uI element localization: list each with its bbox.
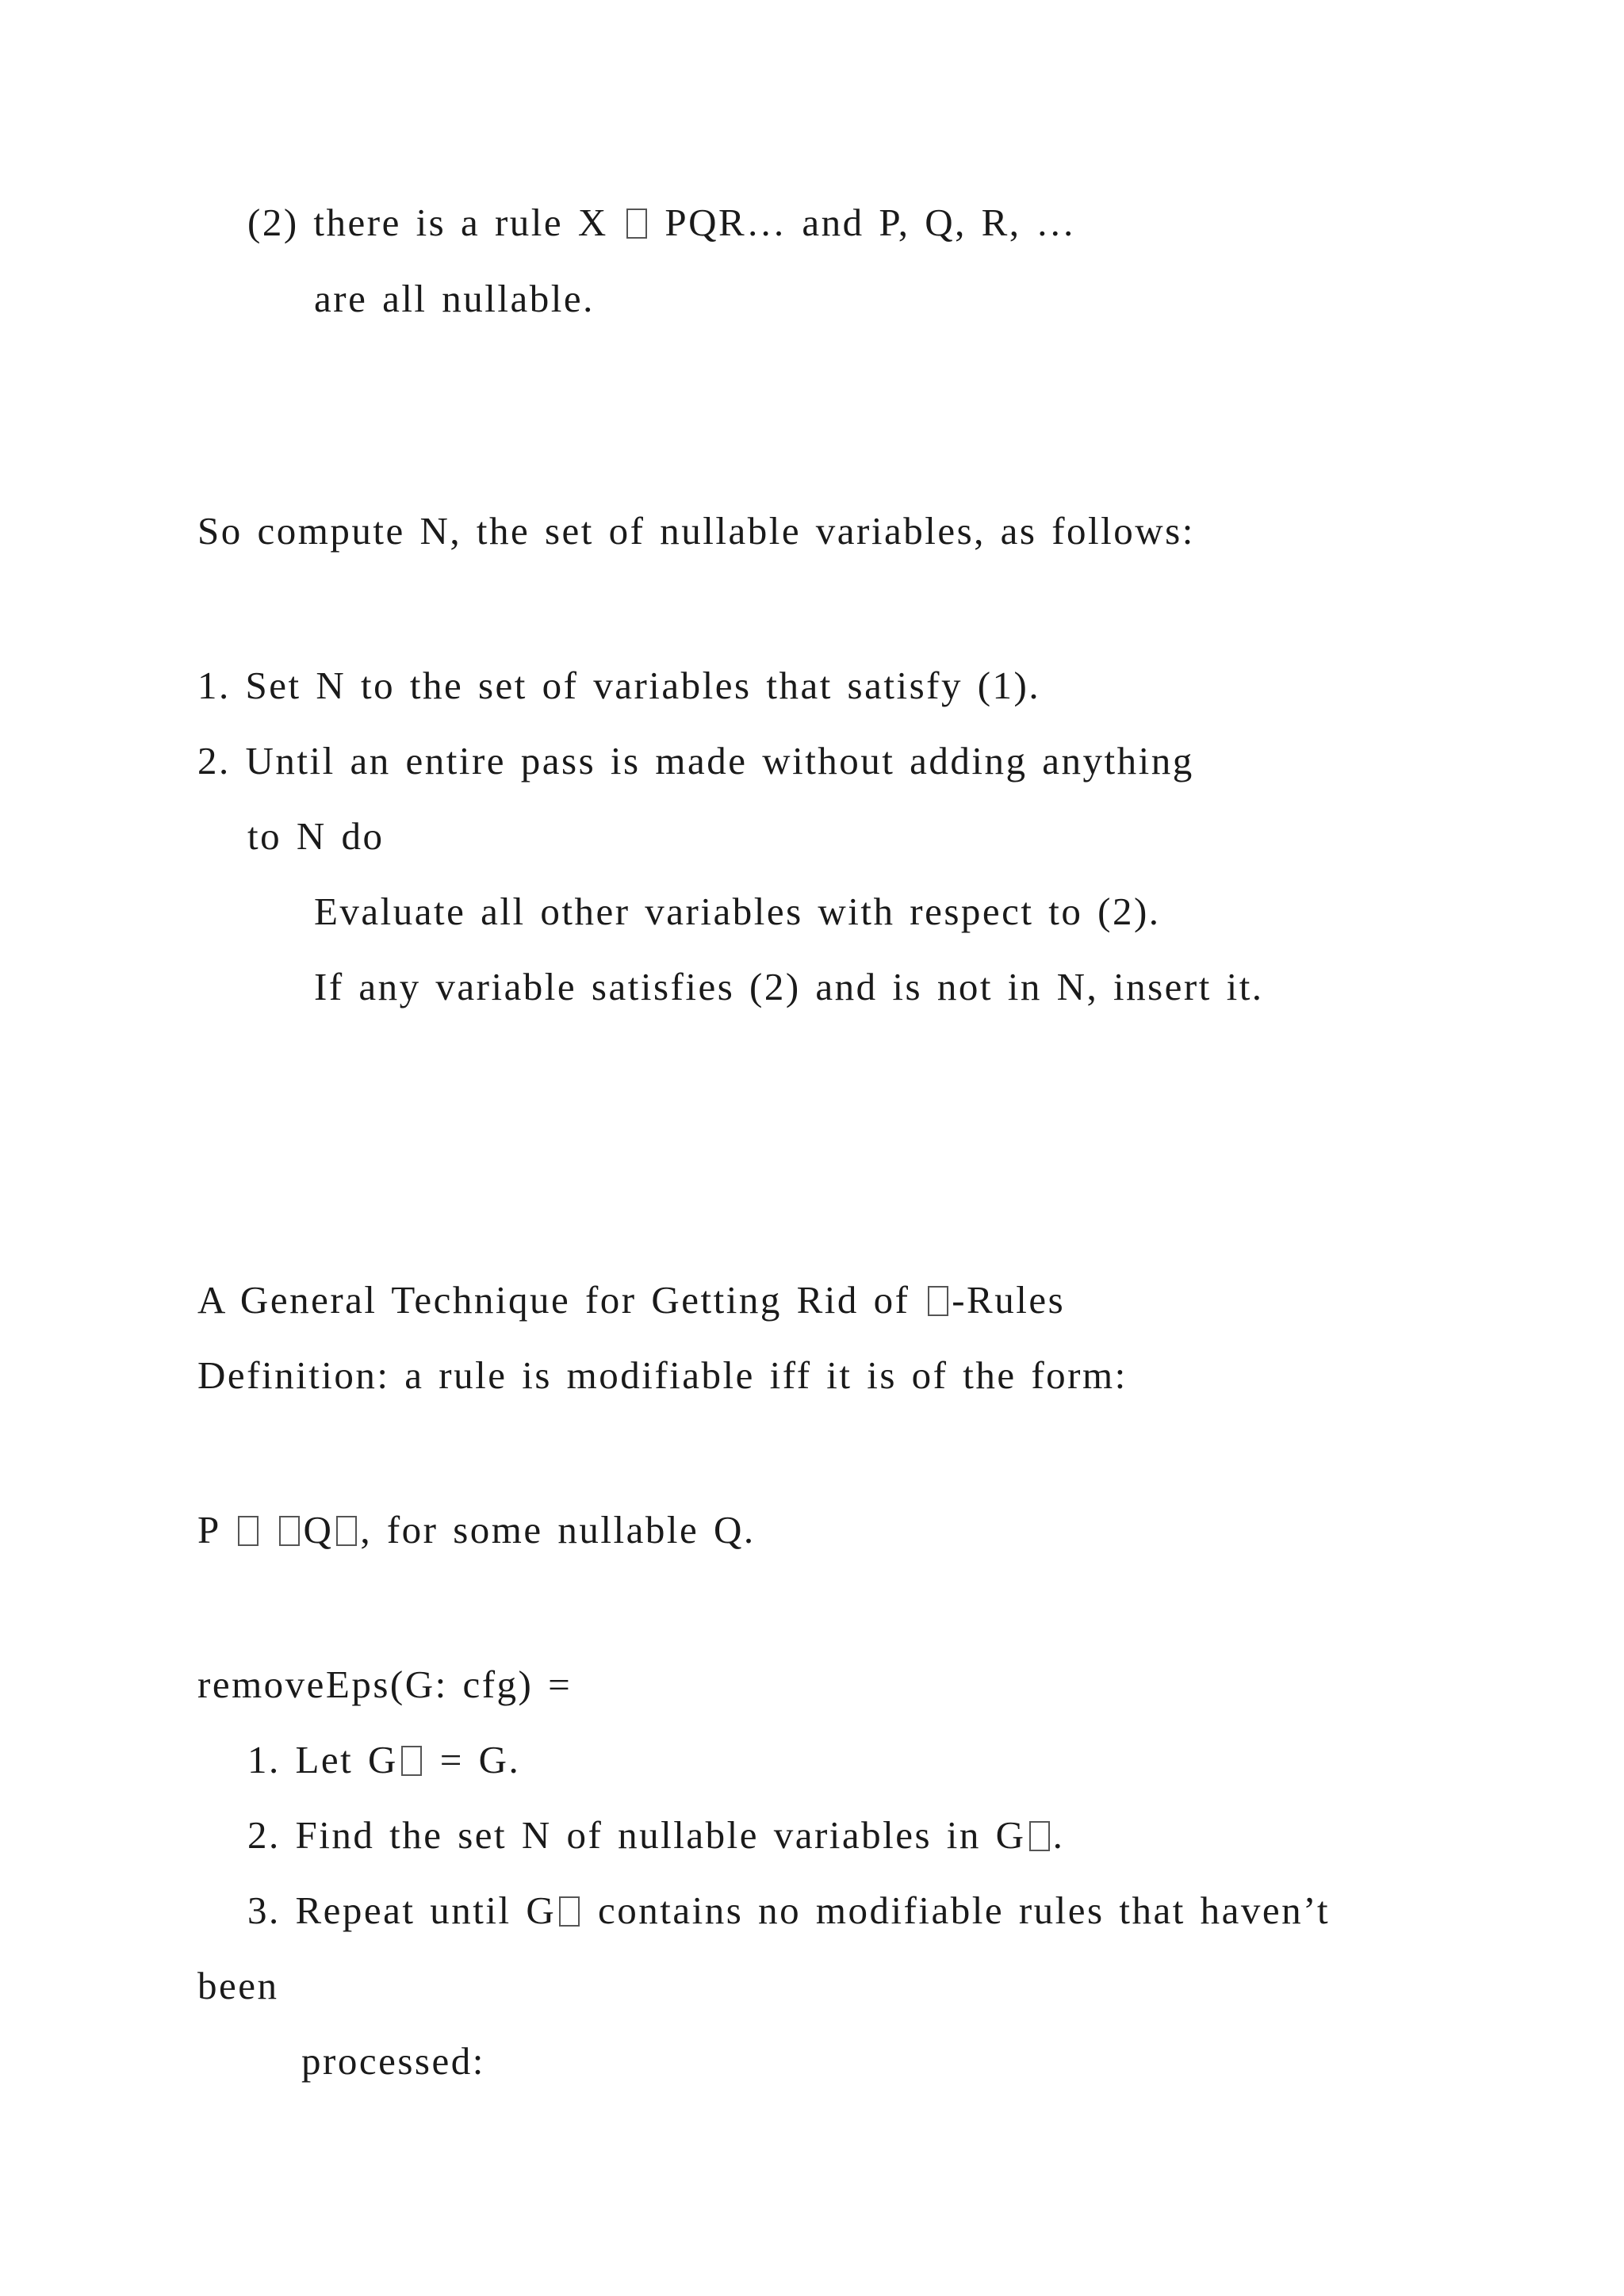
missing-glyph-box [238, 1516, 259, 1546]
missing-glyph-box [559, 1896, 580, 1927]
step-2-line: 2. Until an entire pass is made without adding anything [197, 739, 1194, 783]
step-1-line: 1. Set N to the set of variables that satisfy (1). [197, 664, 1041, 707]
missing-glyph-box [279, 1516, 300, 1546]
missing-glyph-box [928, 1286, 948, 1316]
algorithm-step-2: 2. Find the set N of nullable variables in G . [247, 1813, 1065, 1857]
compute-intro-line: So compute N, the set of nullable variables, as follows: [197, 509, 1195, 553]
insert-line: If any variable satisfies (2) and is not in N, insert it. [314, 965, 1264, 1008]
algorithm-step-1: 1. Let G = G. [247, 1738, 521, 1781]
missing-glyph-box [626, 209, 647, 239]
algorithm-step-3-wrap: been [197, 1964, 279, 2007]
section-heading: A General Technique for Getting Rid of -Rules [197, 1278, 1066, 1322]
missing-glyph-box [1029, 1821, 1050, 1851]
missing-glyph-box [336, 1516, 357, 1546]
rule-condition-2-continuation: are all nullable. [314, 277, 595, 320]
algorithm-signature: removeEps(G: cfg) = [197, 1663, 573, 1706]
missing-glyph-box [401, 1746, 422, 1776]
rule-condition-2-line: (2) there is a rule X PQR… and P, Q, R, … [247, 201, 1077, 244]
modifiable-rule-form: P Q , for some nullable Q. [197, 1508, 756, 1552]
step-2-continuation: to N do [247, 814, 385, 858]
algorithm-step-3: 3. Repeat until G contains no modifiable rules that haven’t [247, 1888, 1331, 1932]
evaluate-line: Evaluate all other variables with respect to (2). [314, 890, 1161, 933]
definition-line: Definition: a rule is modifiable iff it is of the form: [197, 1353, 1128, 1397]
algorithm-step-3-continuation: processed: [301, 2039, 485, 2083]
